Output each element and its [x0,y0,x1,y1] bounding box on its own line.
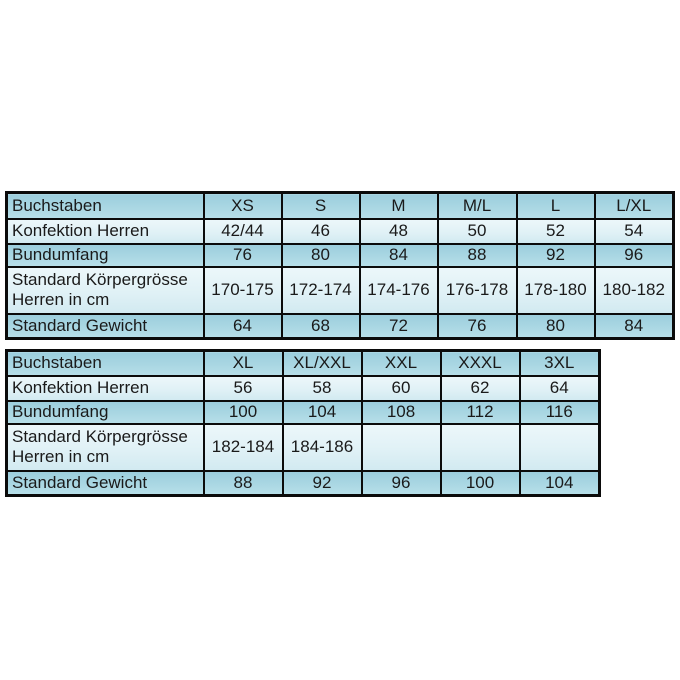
value-cell: 46 [282,219,360,244]
value-cell: 172-174 [282,267,360,314]
value-cell: 184-186 [283,424,362,471]
value-cell: 84 [360,244,438,267]
value-cell: 52 [517,219,595,244]
table-row [7,424,600,471]
table-header-row [7,193,674,219]
value-cell [362,424,441,471]
header-cell: XL [204,351,283,376]
value-cell: 72 [360,314,438,339]
value-cell: 84 [595,314,674,339]
row-label: Konfektion Herren [7,376,204,401]
value-cell: 58 [283,376,362,401]
value-cell: 64 [520,376,600,401]
table-row [7,471,600,496]
table-row [7,219,674,244]
value-cell: 80 [282,244,360,267]
size-table-xl-to-3xl [5,349,601,497]
value-cell [441,424,520,471]
table-row [7,267,674,314]
header-cell: L/XL [595,193,674,219]
header-cell: XXL [362,351,441,376]
header-cell: XL/XXL [283,351,362,376]
value-cell: 76 [438,314,517,339]
value-cell [520,424,600,471]
value-cell: 170-175 [204,267,282,314]
value-cell: 42/44 [204,219,282,244]
value-cell: 88 [438,244,517,267]
header-cell: S [282,193,360,219]
header-label: Buchstaben [7,351,204,376]
value-cell: 96 [362,471,441,496]
value-cell: 116 [520,401,600,424]
header-cell: 3XL [520,351,600,376]
row-label: Standard Körpergrösse Herren in cm [7,424,204,471]
header-cell: XS [204,193,282,219]
value-cell: 100 [204,401,283,424]
value-cell: 80 [517,314,595,339]
value-cell: 92 [517,244,595,267]
table-row [7,376,600,401]
header-label: Buchstaben [7,193,204,219]
header-cell: M [360,193,438,219]
table-row [7,244,674,267]
value-cell: 92 [283,471,362,496]
value-cell: 100 [441,471,520,496]
value-cell: 50 [438,219,517,244]
size-table-xs-to-lxl [5,191,675,340]
value-cell: 76 [204,244,282,267]
value-cell: 68 [282,314,360,339]
value-cell: 104 [283,401,362,424]
value-cell: 54 [595,219,674,244]
header-cell: L [517,193,595,219]
value-cell: 180-182 [595,267,674,314]
value-cell: 108 [362,401,441,424]
value-cell: 96 [595,244,674,267]
value-cell: 178-180 [517,267,595,314]
row-label: Standard Körpergrösse Herren in cm [7,267,204,314]
row-label: Bundumfang [7,244,204,267]
value-cell: 104 [520,471,600,496]
value-cell: 174-176 [360,267,438,314]
value-cell: 48 [360,219,438,244]
value-cell: 62 [441,376,520,401]
table-header-row [7,351,600,376]
value-cell: 60 [362,376,441,401]
row-label: Standard Gewicht [7,471,204,496]
row-label: Standard Gewicht [7,314,204,339]
value-cell: 56 [204,376,283,401]
row-label: Bundumfang [7,401,204,424]
value-cell: 176-178 [438,267,517,314]
value-cell: 182-184 [204,424,283,471]
table-row [7,314,674,339]
value-cell: 112 [441,401,520,424]
table-row [7,401,600,424]
row-label: Konfektion Herren [7,219,204,244]
header-cell: M/L [438,193,517,219]
header-cell: XXXL [441,351,520,376]
value-cell: 88 [204,471,283,496]
value-cell: 64 [204,314,282,339]
